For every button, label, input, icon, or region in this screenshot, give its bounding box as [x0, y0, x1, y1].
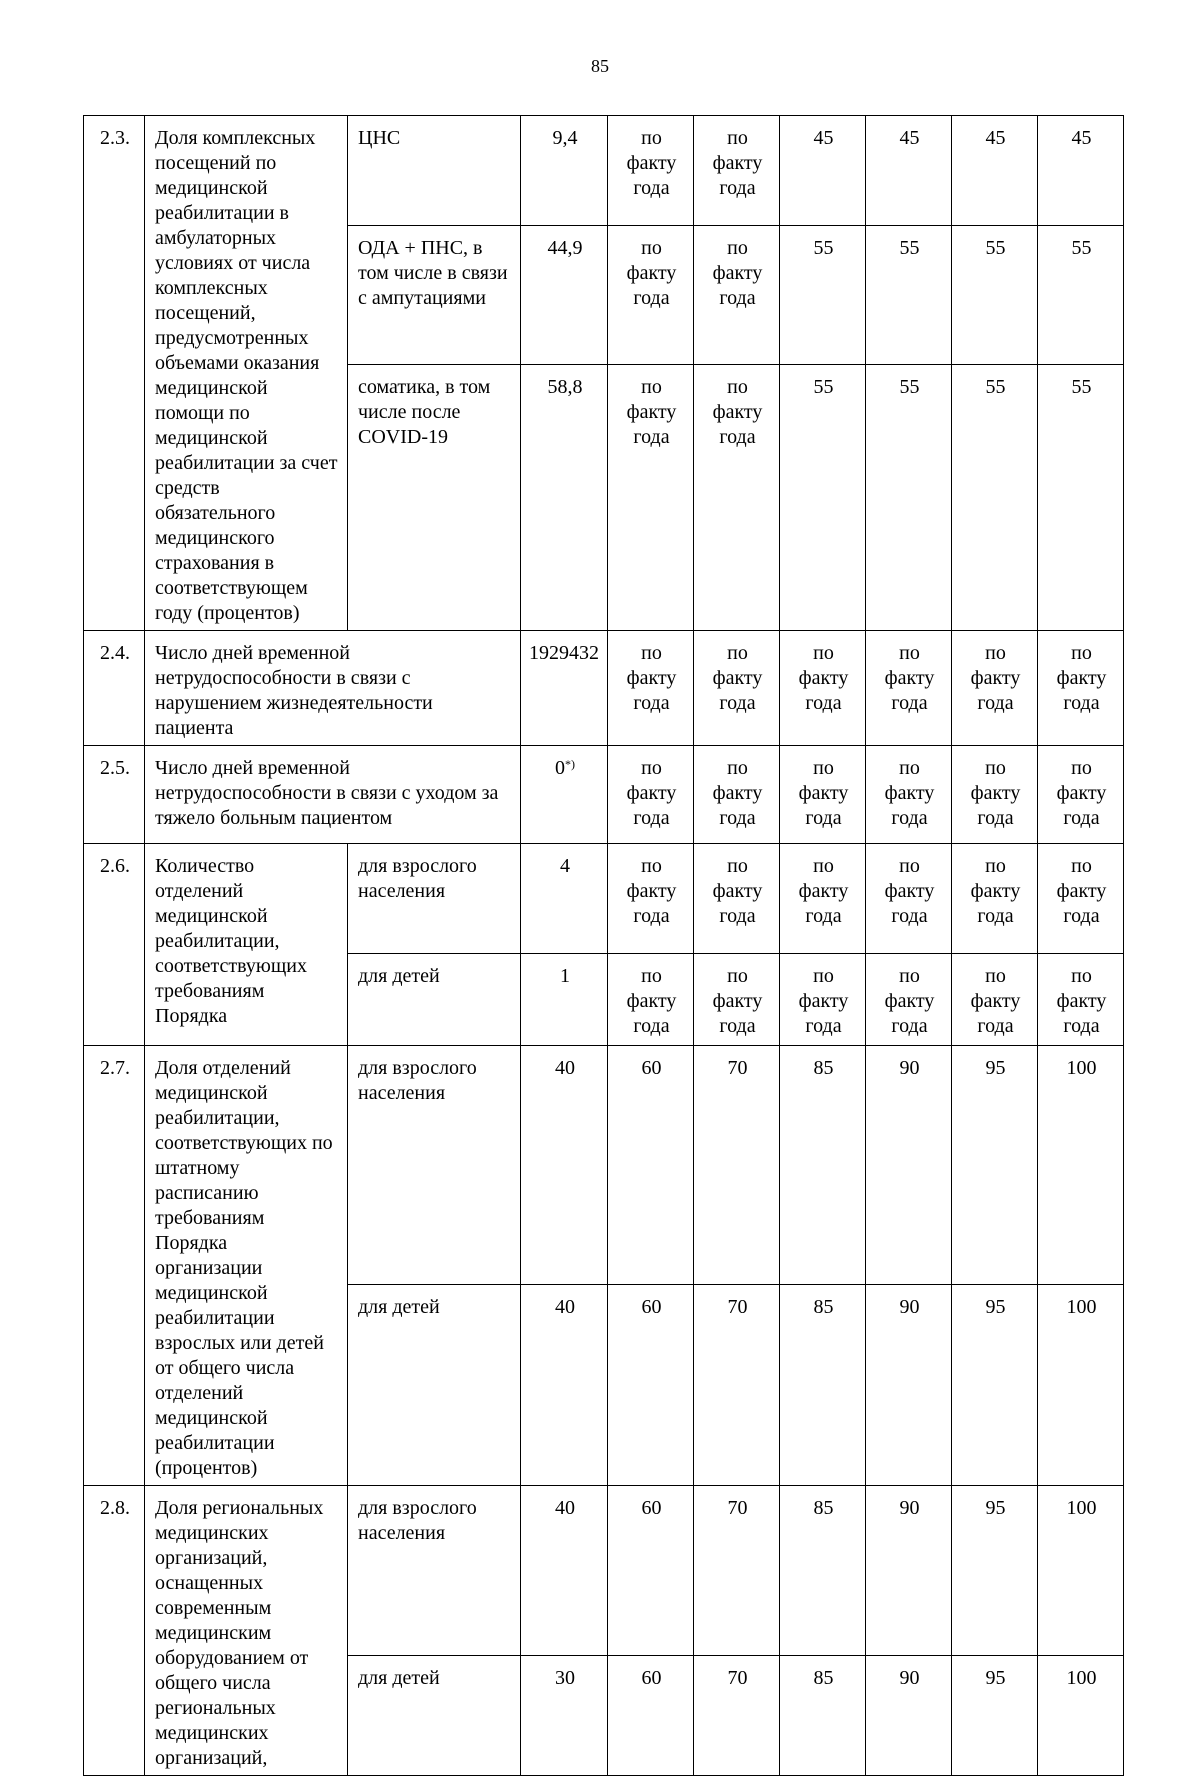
year-value: 90 [866, 1285, 952, 1486]
base-value: 40 [521, 1486, 608, 1656]
row-number: 2.5. [84, 746, 145, 844]
year-value: по факту года [694, 116, 780, 226]
year-value: 55 [866, 225, 952, 364]
year-value: 85 [780, 1285, 866, 1486]
year-value: 55 [1038, 365, 1124, 631]
year-value: по факту года [608, 844, 694, 954]
subgroup-label: для детей [348, 954, 521, 1046]
year-value: по факту года [1038, 631, 1124, 746]
table-row [84, 746, 1124, 844]
year-value: 100 [1038, 1656, 1124, 1776]
year-value: 90 [866, 1046, 952, 1285]
year-value: 95 [952, 1656, 1038, 1776]
table-row [84, 116, 1124, 226]
year-value: по факту года [952, 746, 1038, 844]
base-value: 44,9 [521, 225, 608, 364]
table-row [84, 844, 1124, 954]
year-value: 55 [780, 365, 866, 631]
year-value: 45 [866, 116, 952, 226]
indicator-description: Число дней временной нетрудоспособности в связи с нарушением жизнедеятельности пациента [145, 631, 521, 746]
base-value: 40 [521, 1046, 608, 1285]
year-value: 85 [780, 1486, 866, 1656]
row-number: 2.4. [84, 631, 145, 746]
year-value: 90 [866, 1656, 952, 1776]
indicators-table [83, 115, 1124, 1776]
year-value: 85 [780, 1656, 866, 1776]
year-value: 85 [780, 1046, 866, 1285]
year-value: по факту года [694, 954, 780, 1046]
year-value: по факту года [608, 116, 694, 226]
year-value: по факту года [780, 954, 866, 1046]
subgroup-label: ЦНС [348, 116, 521, 226]
year-value: по факту года [694, 631, 780, 746]
indicator-description: Доля отделений медицинской реабилитации, соответствующих по штатному расписанию требованиям Порядка организации медицинской реабилитации взрослых или детей от общего числа отделений медицинской реабилитации (процентов) [145, 1046, 348, 1486]
year-value: 55 [1038, 225, 1124, 364]
year-value: по факту года [866, 631, 952, 746]
year-value: 45 [952, 116, 1038, 226]
indicator-description: Доля региональных медицинских организаций, оснащенных современным медицинским оборудованием от общего числа региональных медицинских организаций, [145, 1486, 348, 1776]
year-value: 100 [1038, 1285, 1124, 1486]
base-value [521, 746, 608, 844]
row-number: 2.8. [84, 1486, 145, 1776]
year-value: 70 [694, 1046, 780, 1285]
year-value: 60 [608, 1285, 694, 1486]
base-value-number: 0 [555, 757, 565, 779]
year-value: по факту года [780, 746, 866, 844]
year-value: 55 [952, 365, 1038, 631]
year-value: по факту года [952, 954, 1038, 1046]
year-value: по факту года [694, 844, 780, 954]
subgroup-label: для взрослого населения [348, 1486, 521, 1656]
table-row [84, 631, 1124, 746]
year-value: по факту года [694, 225, 780, 364]
base-value: 9,4 [521, 116, 608, 226]
year-value: 60 [608, 1656, 694, 1776]
subgroup-label: для взрослого населения [348, 1046, 521, 1285]
year-value: по факту года [1038, 954, 1124, 1046]
base-value: 30 [521, 1656, 608, 1776]
base-value: 1929432 [521, 631, 608, 746]
year-value: 55 [866, 365, 952, 631]
year-value: по факту года [780, 631, 866, 746]
year-value: по факту года [952, 844, 1038, 954]
year-value: по факту года [780, 844, 866, 954]
year-value: 70 [694, 1656, 780, 1776]
footnote-mark: *) [565, 757, 575, 771]
subgroup-label: соматика, в том числе после COVID-19 [348, 365, 521, 631]
year-value: по факту года [866, 954, 952, 1046]
indicator-description: Количество отделений медицинской реабилитации, соответствующих требованиям Порядка [145, 844, 348, 1046]
year-value: 95 [952, 1285, 1038, 1486]
indicator-description: Число дней временной нетрудоспособности в связи с уходом за тяжело больным пациентом [145, 746, 521, 844]
year-value: по факту года [866, 844, 952, 954]
year-value: по факту года [608, 631, 694, 746]
year-value: 60 [608, 1046, 694, 1285]
table-row [84, 1046, 1124, 1285]
year-value: 45 [780, 116, 866, 226]
row-number: 2.7. [84, 1046, 145, 1486]
base-value: 4 [521, 844, 608, 954]
year-value: по факту года [608, 365, 694, 631]
year-value: 95 [952, 1046, 1038, 1285]
row-number: 2.6. [84, 844, 145, 1046]
subgroup-label: для взрослого населения [348, 844, 521, 954]
year-value: 70 [694, 1285, 780, 1486]
year-value: по факту года [952, 631, 1038, 746]
row-number: 2.3. [84, 116, 145, 631]
year-value: по факту года [694, 746, 780, 844]
base-value: 40 [521, 1285, 608, 1486]
year-value: по факту года [608, 225, 694, 364]
table-row [84, 1486, 1124, 1656]
year-value: 90 [866, 1486, 952, 1656]
year-value: 55 [780, 225, 866, 364]
year-value: по факту года [866, 746, 952, 844]
year-value: по факту года [608, 746, 694, 844]
page-number: 85 [591, 56, 609, 76]
year-value: 100 [1038, 1046, 1124, 1285]
subgroup-label: ОДА + ПНС, в том числе в связи с ампутациями [348, 225, 521, 364]
year-value: 100 [1038, 1486, 1124, 1656]
base-value: 58,8 [521, 365, 608, 631]
year-value: 55 [952, 225, 1038, 364]
year-value: 95 [952, 1486, 1038, 1656]
indicator-description: Доля комплексных посещений по медицинской реабилитации в амбулаторных условиях от числа комплексных посещений, предусмотренных объемами оказания медицинской помощи по медицинской реабилитации за счет средств обязательного медицинского страхования в соответствующем году (процентов) [145, 116, 348, 631]
year-value: 70 [694, 1486, 780, 1656]
year-value: по факту года [694, 365, 780, 631]
year-value: по факту года [1038, 844, 1124, 954]
year-value: по факту года [1038, 746, 1124, 844]
base-value: 1 [521, 954, 608, 1046]
year-value: по факту года [608, 954, 694, 1046]
year-value: 45 [1038, 116, 1124, 226]
year-value: 60 [608, 1486, 694, 1656]
subgroup-label: для детей [348, 1656, 521, 1776]
subgroup-label: для детей [348, 1285, 521, 1486]
